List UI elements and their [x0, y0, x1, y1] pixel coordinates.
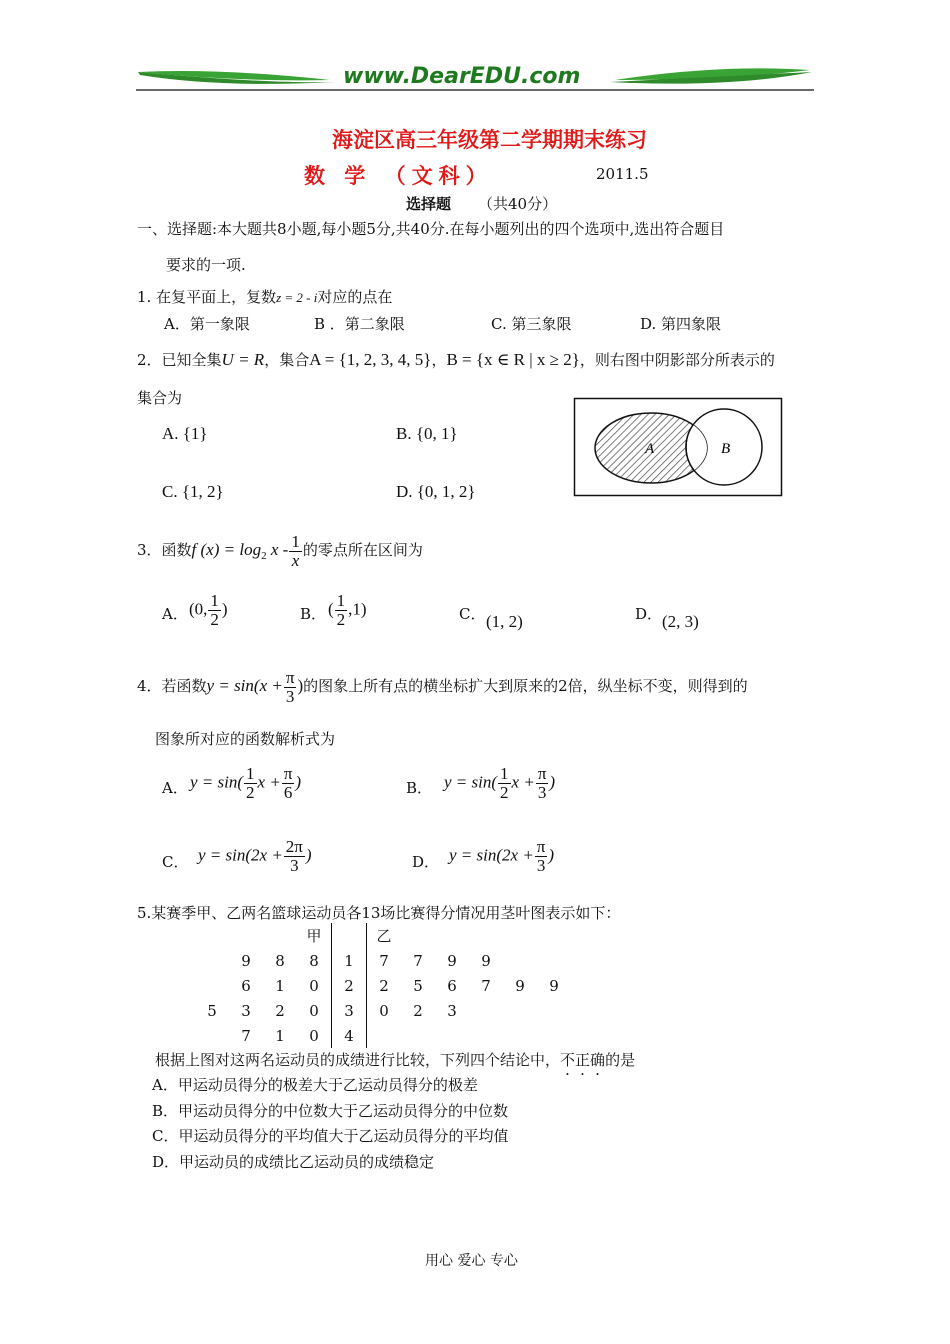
q4-a-n2: π	[283, 764, 293, 783]
q1-stem-text-end: 对应的点在	[317, 288, 393, 306]
leaf-jia: 8	[275, 951, 285, 970]
q5-stem: 5.某赛季甲、乙两名篮球运动员各13场比赛得分情况用茎叶图表示如下：	[137, 904, 621, 922]
leaf-yi: 9	[481, 951, 491, 970]
leaf-yi: 9	[549, 976, 559, 995]
q4-expr-close: )	[297, 676, 304, 695]
q4-c-den: 3	[290, 855, 299, 875]
leaf-jia	[195, 1023, 229, 1048]
q3-b-close: ,1)	[348, 599, 367, 619]
leaf-yi	[503, 1023, 537, 1048]
venn-label-b: B	[721, 441, 731, 457]
q4-c-num: 2π	[285, 837, 303, 856]
q3-b-open: (	[328, 599, 334, 619]
q3-a-frac	[208, 592, 221, 629]
leaf-yi: 5	[413, 976, 423, 995]
q4-b-pre: y = sin(	[444, 772, 498, 792]
q5-emphasis-char-2: 正	[575, 1051, 591, 1069]
leaf-jia: 9	[241, 951, 251, 970]
q3-b-frac	[335, 592, 348, 629]
q4-a-n1: 1	[246, 764, 255, 783]
q3-fraction-num: 1	[291, 531, 300, 551]
q4-label-a: A．	[162, 779, 188, 797]
stem-leaf-row	[195, 948, 571, 973]
q3-log-base: 2	[261, 550, 267, 562]
q4-b-n2: π	[537, 764, 547, 783]
q2-expr-set-a: A = {1, 2, 3, 4, 5}	[309, 350, 432, 369]
leaf-yi	[435, 1023, 469, 1048]
stem-leaf-header-yi: 乙	[376, 927, 392, 945]
leaf-yi	[537, 948, 571, 973]
q4-b-mid: x +	[511, 772, 535, 792]
leaf-yi	[537, 1023, 571, 1048]
q4-stem-text-end: 的图象上所有点的横坐标扩大到原来的2倍，纵坐标不变，则得到的	[303, 677, 748, 695]
stem-leaf-header-jia: 甲	[306, 927, 322, 945]
q4-b-d1: 2	[500, 782, 509, 802]
q4-stem	[137, 666, 748, 706]
q4-label-c: C．	[162, 853, 189, 871]
q4-expr: y = sin(x +	[206, 676, 283, 695]
q5-question-end: 的是	[605, 1051, 636, 1069]
q1-option-c[interactable]: C. 第三象限	[491, 315, 572, 333]
q2-option-a[interactable]: A. {1}	[162, 424, 208, 443]
leaf-yi	[537, 998, 571, 1023]
q3-b-den: 2	[336, 609, 346, 629]
q4-c-frac	[284, 838, 305, 875]
stem-value: 2	[332, 973, 367, 998]
q3-a-num: 1	[210, 591, 219, 610]
q1-option-a[interactable]: A．第一象限	[164, 315, 250, 333]
leaf-yi: 7	[481, 976, 491, 995]
leaf-jia: 7	[241, 1026, 251, 1045]
q4-fraction-den: 3	[285, 686, 295, 706]
q4-b-post: )	[549, 772, 556, 792]
q3-option-a[interactable]	[189, 592, 228, 629]
section-title: 选择题	[406, 195, 452, 213]
exam-title: 海淀区高三年级第二学期期末练习	[332, 128, 647, 152]
q4-option-d[interactable]	[449, 838, 554, 875]
instructions-line-1: 一、选择题:本大题共8小题,每小题5分,共40分.在每小题列出的四个选项中,选出符合题目	[137, 220, 725, 238]
q3-function: f (x) = log	[191, 540, 262, 559]
q3-option-d[interactable]: (2, 3)	[662, 612, 699, 631]
q3-stem-text-end: 的零点所在区间为	[302, 541, 423, 559]
q4-option-b[interactable]	[444, 765, 555, 802]
leaf-yi: 9	[515, 976, 525, 995]
q5-option-d[interactable]: D．甲运动员的成绩比乙运动员的成绩稳定	[152, 1153, 435, 1171]
leaf-yi: 6	[447, 976, 457, 995]
q4-stem-text: 4．若函数	[137, 677, 207, 695]
q4-fraction-num: π	[285, 667, 295, 687]
q2-stem-text-3: ，则右图中阴影部分所表示的	[579, 351, 775, 369]
q2-stem-text: 2．已知全集	[137, 351, 222, 369]
q4-b-frac2	[536, 765, 549, 802]
q4-b-d2: 3	[537, 782, 547, 802]
q1-stem	[137, 286, 392, 307]
q3-label-d: D．	[635, 605, 663, 623]
stem-leaf-header-row	[195, 923, 571, 948]
q5-question-text: 根据上图对这两名运动员的成绩进行比较，下列四个结论中，	[155, 1051, 561, 1069]
q3-stem	[137, 530, 423, 576]
q3-option-c[interactable]: (1, 2)	[486, 612, 523, 631]
q5-question	[155, 1049, 635, 1070]
q2-option-b[interactable]: B. {0, 1}	[396, 424, 458, 443]
q4-a-frac1	[244, 765, 257, 802]
leaf-jia: 0	[309, 1026, 319, 1045]
leaf-yi: 9	[447, 951, 457, 970]
q4-a-pre: y = sin(	[190, 772, 244, 792]
venn-label-a: A	[645, 441, 655, 457]
leaf-jia: 1	[275, 976, 285, 995]
exam-subject: 数 学 （文科）	[304, 164, 493, 188]
leaf-jia	[195, 948, 229, 973]
q5-option-b[interactable]: B．甲运动员得分的中位数大于乙运动员得分的中位数	[152, 1102, 509, 1120]
q1-stem-text: 1. 在复平面上，复数	[137, 288, 277, 306]
q4-a-post: )	[295, 772, 302, 792]
stem-leaf-row	[195, 1023, 571, 1048]
q4-option-c[interactable]	[198, 838, 312, 875]
q5-option-c[interactable]: C．甲运动员得分的平均值大于乙运动员得分的平均值	[152, 1127, 509, 1145]
q3-label-c: C．	[459, 605, 486, 623]
exam-date: 2011.5	[596, 165, 649, 183]
leaf-yi: 7	[379, 951, 389, 970]
q4-d-den: 3	[536, 855, 546, 875]
stem-value: 4	[332, 1023, 367, 1048]
leaf-yi: 3	[447, 1001, 457, 1020]
leaf-yi	[503, 948, 537, 973]
instructions-line-2: 要求的一项.	[166, 256, 246, 274]
q4-fraction	[284, 669, 297, 706]
q3-a-den: 2	[210, 609, 219, 629]
q3-stem-text: 3．函数	[137, 541, 192, 559]
q2-stem-line-2: 集合为	[137, 389, 183, 407]
q2-option-c[interactable]: C. {1, 2}	[162, 482, 224, 501]
q4-d-post: )	[548, 845, 555, 865]
leaf-yi	[469, 1023, 503, 1048]
stem-leaf-row	[195, 998, 571, 1023]
q3-b-num: 1	[336, 591, 346, 610]
q2-expr-set-b: B = {x ∈ R | x ≥ 2}	[446, 350, 580, 369]
leaf-yi	[469, 998, 503, 1023]
q3-a-open: (0,	[189, 599, 208, 619]
q5-option-a[interactable]: A．甲运动员得分的极差大于乙运动员得分的极差	[152, 1076, 478, 1094]
q2-venn-diagram	[573, 397, 785, 499]
q4-a-d2: 6	[283, 782, 293, 802]
stem-value: 3	[332, 998, 367, 1023]
q4-c-pre: y = sin(2x +	[198, 845, 283, 865]
q4-stem-line-2: 图象所对应的函数解析式为	[155, 730, 336, 748]
stem-value: 1	[332, 948, 367, 973]
leaf-yi: 7	[413, 951, 423, 970]
q5-emphasis-char-3: 确	[590, 1051, 606, 1069]
q4-option-a[interactable]	[190, 765, 301, 802]
leaf-yi: 0	[379, 1001, 389, 1020]
q3-fraction	[289, 533, 302, 570]
site-logo[interactable]: www.DearEDU.com	[343, 64, 581, 89]
leaf-jia: 1	[275, 1026, 285, 1045]
stem-leaf-row	[195, 973, 571, 998]
q4-label-b: B．	[406, 779, 433, 797]
q4-label-d: D．	[412, 853, 440, 871]
q3-label-a: A．	[162, 605, 188, 623]
leaf-jia: 2	[275, 1001, 285, 1020]
q4-a-frac2	[282, 765, 295, 802]
q4-b-frac1	[498, 765, 511, 802]
leaf-jia: 0	[309, 976, 319, 995]
leaf-yi: 2	[379, 976, 389, 995]
q2-stem-comma: ，	[431, 351, 447, 369]
page-footer: 用心 爱心 专心	[425, 1253, 518, 1269]
leaf-jia: 0	[309, 1001, 319, 1020]
q4-d-pre: y = sin(2x +	[449, 845, 534, 865]
q1-option-b[interactable]: B ．第二象限	[314, 315, 405, 333]
q3-fraction-den: x	[291, 550, 300, 570]
section-score: （共40分）	[478, 195, 558, 213]
q2-expr-universal: U = R	[221, 350, 265, 369]
leaf-jia: 8	[309, 951, 319, 970]
q4-a-mid: x +	[257, 772, 281, 792]
q2-option-d[interactable]: D. {0, 1, 2}	[396, 482, 476, 501]
leaf-yi	[503, 998, 537, 1023]
q4-b-n1: 1	[500, 764, 509, 783]
leaf-jia: 3	[241, 1001, 251, 1020]
leaf-yi: 2	[413, 1001, 423, 1020]
q5-stem-leaf-plot	[195, 923, 572, 1048]
q3-option-b[interactable]	[328, 592, 367, 629]
q3-a-close: )	[221, 599, 228, 619]
q4-d-frac	[535, 838, 548, 875]
q1-expr: z = 2 - i	[276, 290, 318, 305]
q1-option-d[interactable]: D. 第四象限	[640, 315, 722, 333]
q4-c-post: )	[305, 845, 312, 865]
leaf-jia: 5	[207, 1001, 217, 1020]
q5-emphasis-char-1: 不	[560, 1051, 576, 1069]
q2-stem-text-2: ，集合	[264, 351, 310, 369]
q4-d-num: π	[536, 837, 546, 856]
leaf-yi	[401, 1023, 435, 1048]
q4-a-d1: 2	[246, 782, 255, 802]
q3-label-b: B．	[300, 605, 327, 623]
leaf-jia	[195, 973, 229, 998]
leaf-yi	[367, 1023, 402, 1048]
q3-minus: x -	[266, 540, 289, 559]
leaf-jia: 6	[241, 976, 251, 995]
q2-stem	[137, 349, 775, 370]
